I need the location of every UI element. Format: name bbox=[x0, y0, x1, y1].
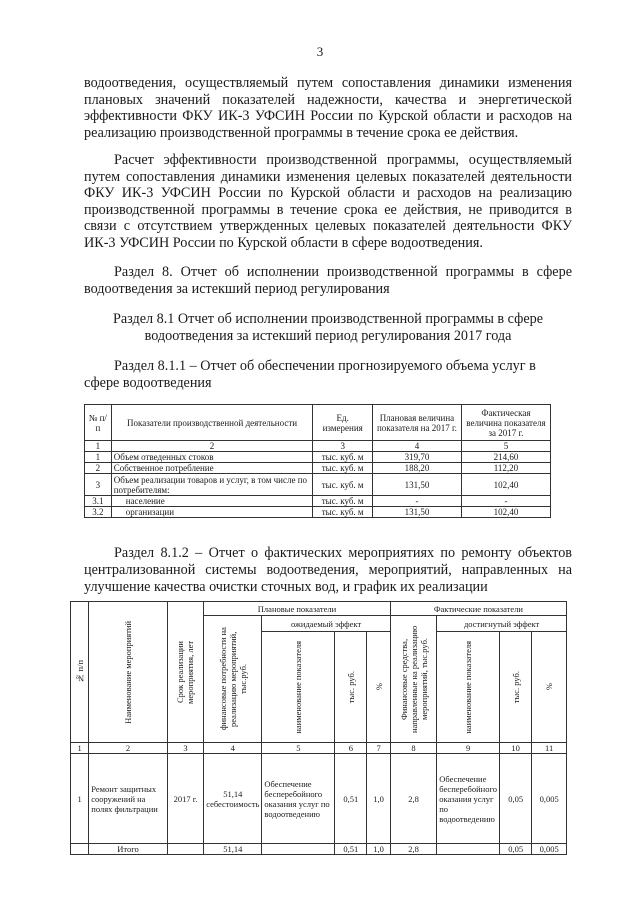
cell: тыс. куб. м bbox=[313, 496, 373, 507]
t2-colnum: 7 bbox=[367, 743, 390, 754]
t2-h-name: Наименование мероприятий bbox=[89, 602, 167, 743]
cell: 131,50 bbox=[373, 474, 462, 496]
total-row bbox=[71, 844, 567, 855]
cell: тыс. куб. м bbox=[313, 452, 373, 463]
t2-h-plan: Плановые показатели bbox=[204, 602, 391, 616]
cell: 3.1 bbox=[85, 496, 112, 507]
t2-colnum: 1 bbox=[71, 743, 89, 754]
cell: - bbox=[373, 496, 462, 507]
table-row bbox=[85, 474, 551, 496]
cell: 0,51 bbox=[335, 844, 367, 855]
paragraph-2: Расчет эффективности производственной программы, осуществляемый путем сопоставления динамики изменения целевых показателей деятельности ФКУ ИК-3 УФСИН России по Курской области и расходов на реализацию производственной программы в течение срока ее действия, не приводится в связи с отсутствием утвержденных целевых показателей деятельности ФКУ ИК-3 УФСИН России по Курской области в сфере водоотведения. bbox=[84, 152, 572, 251]
cell: 102,40 bbox=[461, 507, 550, 518]
table-row bbox=[85, 452, 551, 463]
cell: Объем реализации товаров и услуг, в том числе по потребителям: bbox=[111, 474, 313, 496]
cell bbox=[262, 844, 335, 855]
t2-h-ind-name2: наименование показателя bbox=[437, 632, 500, 743]
section-8-1-heading: Раздел 8.1 Отчет об исполнении производственной программы в сфере водоотведения за истекший период регулирования 2017 года bbox=[112, 311, 544, 344]
t2-colnum: 9 bbox=[437, 743, 500, 754]
t2-colnum: 2 bbox=[89, 743, 167, 754]
t2-h-thous2: тыс. руб. bbox=[500, 632, 532, 743]
cell: 0,05 bbox=[500, 844, 532, 855]
cell bbox=[437, 844, 500, 855]
t2-h-fact: Фактические показатели bbox=[390, 602, 566, 616]
cell: 131,50 bbox=[373, 507, 462, 518]
cell: тыс. куб. м bbox=[313, 463, 373, 474]
t2-colnum: 11 bbox=[532, 743, 567, 754]
t2-h-ind-name: наименование показателя bbox=[262, 632, 335, 743]
t2-h-expected: ожидаемый эффект bbox=[262, 616, 390, 632]
cell: 112,20 bbox=[461, 463, 550, 474]
t1-header-fact: Фактическая величина показателя за 2017 г. bbox=[461, 405, 550, 441]
t1-colnum: 3 bbox=[313, 441, 373, 452]
cell bbox=[167, 844, 203, 855]
t2-h-pct2: % bbox=[532, 632, 567, 743]
t2-colnum: 10 bbox=[500, 743, 532, 754]
cell: тыс. куб. м bbox=[313, 474, 373, 496]
repair-measures-table bbox=[70, 601, 567, 855]
t2-h-plan-fin: финансовые потребности на реализацию мероприятий, тыс.руб. bbox=[204, 616, 262, 743]
t2-h-pct: % bbox=[367, 632, 390, 743]
cell: Обеспечение бесперебойного оказания услуг по водоотведению bbox=[262, 754, 335, 844]
cell: население bbox=[111, 496, 313, 507]
cell: - bbox=[461, 496, 550, 507]
cell: 1,0 bbox=[367, 844, 390, 855]
cell: 3 bbox=[85, 474, 112, 496]
paragraph-1: водоотведения, осуществляемый путем сопоставления динамики изменения плановых значений показателей надежности, качества и энергетической эффективности ФКУ ИК-3 УФСИН России по Курской области и расходов на реализацию производственной программы в течение срока ее действия. bbox=[84, 75, 572, 141]
section-8-heading: Раздел 8. Отчет об исполнении производственной программы в сфере водоотведения за истекший период регулирования bbox=[84, 264, 572, 297]
t2-h-fact-fin: Финансовые средства, направленные на реализацию мероприятий, тыс.руб. bbox=[390, 616, 436, 743]
t2-colnum: 5 bbox=[262, 743, 335, 754]
cell bbox=[71, 844, 89, 855]
table-row bbox=[85, 496, 551, 507]
cell: 102,40 bbox=[461, 474, 550, 496]
cell: 51,14 себестоимость bbox=[204, 754, 262, 844]
t1-header-indicator: Показатели производственной деятельности bbox=[111, 405, 313, 441]
cell: Собственное потребление bbox=[111, 463, 313, 474]
cell: Объем отведенных стоков bbox=[111, 452, 313, 463]
cell: организации bbox=[111, 507, 313, 518]
cell: 2,8 bbox=[390, 754, 436, 844]
table-row bbox=[85, 463, 551, 474]
cell: 0,05 bbox=[500, 754, 532, 844]
t2-colnum: 3 bbox=[167, 743, 203, 754]
cell: 1 bbox=[85, 452, 112, 463]
cell: 0,51 bbox=[335, 754, 367, 844]
t1-colnum: 2 bbox=[111, 441, 313, 452]
cell: Ремонт защитных сооружений на полях фильтрации bbox=[89, 754, 167, 844]
cell: 1,0 bbox=[367, 754, 390, 844]
t1-header-unit: Ед. измерения bbox=[313, 405, 373, 441]
t1-header-num: № п/п bbox=[85, 405, 112, 441]
cell: 3.2 bbox=[85, 507, 112, 518]
t2-colnum: 8 bbox=[390, 743, 436, 754]
cell: 0,005 bbox=[532, 754, 567, 844]
cell: 2017 г. bbox=[167, 754, 203, 844]
cell: 188,20 bbox=[373, 463, 462, 474]
cell: 1 bbox=[71, 754, 89, 844]
cell: Итого bbox=[89, 844, 167, 855]
t1-header-plan: Плановая величина показателя на 2017 г. bbox=[373, 405, 462, 441]
cell: 2,8 bbox=[390, 844, 436, 855]
section-8-1-1-heading: Раздел 8.1.1 – Отчет об обеспечении прогнозируемого объема услуг в сфере водоотведения bbox=[84, 358, 536, 391]
cell: 319,70 bbox=[373, 452, 462, 463]
t2-h-achieved: достигнутый эффект bbox=[437, 616, 567, 632]
cell: тыс. куб. м bbox=[313, 507, 373, 518]
cell: 0,005 bbox=[532, 844, 567, 855]
cell: 2 bbox=[85, 463, 112, 474]
t2-colnum: 4 bbox=[204, 743, 262, 754]
t1-colnum: 1 bbox=[85, 441, 112, 452]
cell: Обеспечение бесперебойного оказания услуг по водоотведению bbox=[437, 754, 500, 844]
table-row bbox=[71, 754, 567, 844]
t2-h-num: № п/п bbox=[71, 602, 89, 743]
section-8-1-2-heading: Раздел 8.1.2 – Отчет о фактических мероприятиях по ремонту объектов централизованной системы водоотведения, мероприятий, направленных на улучшение качества очистки сточных вод, и график их реализации bbox=[84, 545, 572, 595]
cell: 51,14 bbox=[204, 844, 262, 855]
t2-h-term: Срок реализации мероприятия, лет bbox=[167, 602, 203, 743]
cell: 214,60 bbox=[461, 452, 550, 463]
services-volume-table bbox=[84, 404, 551, 518]
t2-colnum: 6 bbox=[335, 743, 367, 754]
page-number: 3 bbox=[316, 44, 324, 59]
t1-colnum: 4 bbox=[373, 441, 462, 452]
t2-h-thous: тыс. руб. bbox=[335, 632, 367, 743]
table-row bbox=[85, 507, 551, 518]
t1-colnum: 5 bbox=[461, 441, 550, 452]
